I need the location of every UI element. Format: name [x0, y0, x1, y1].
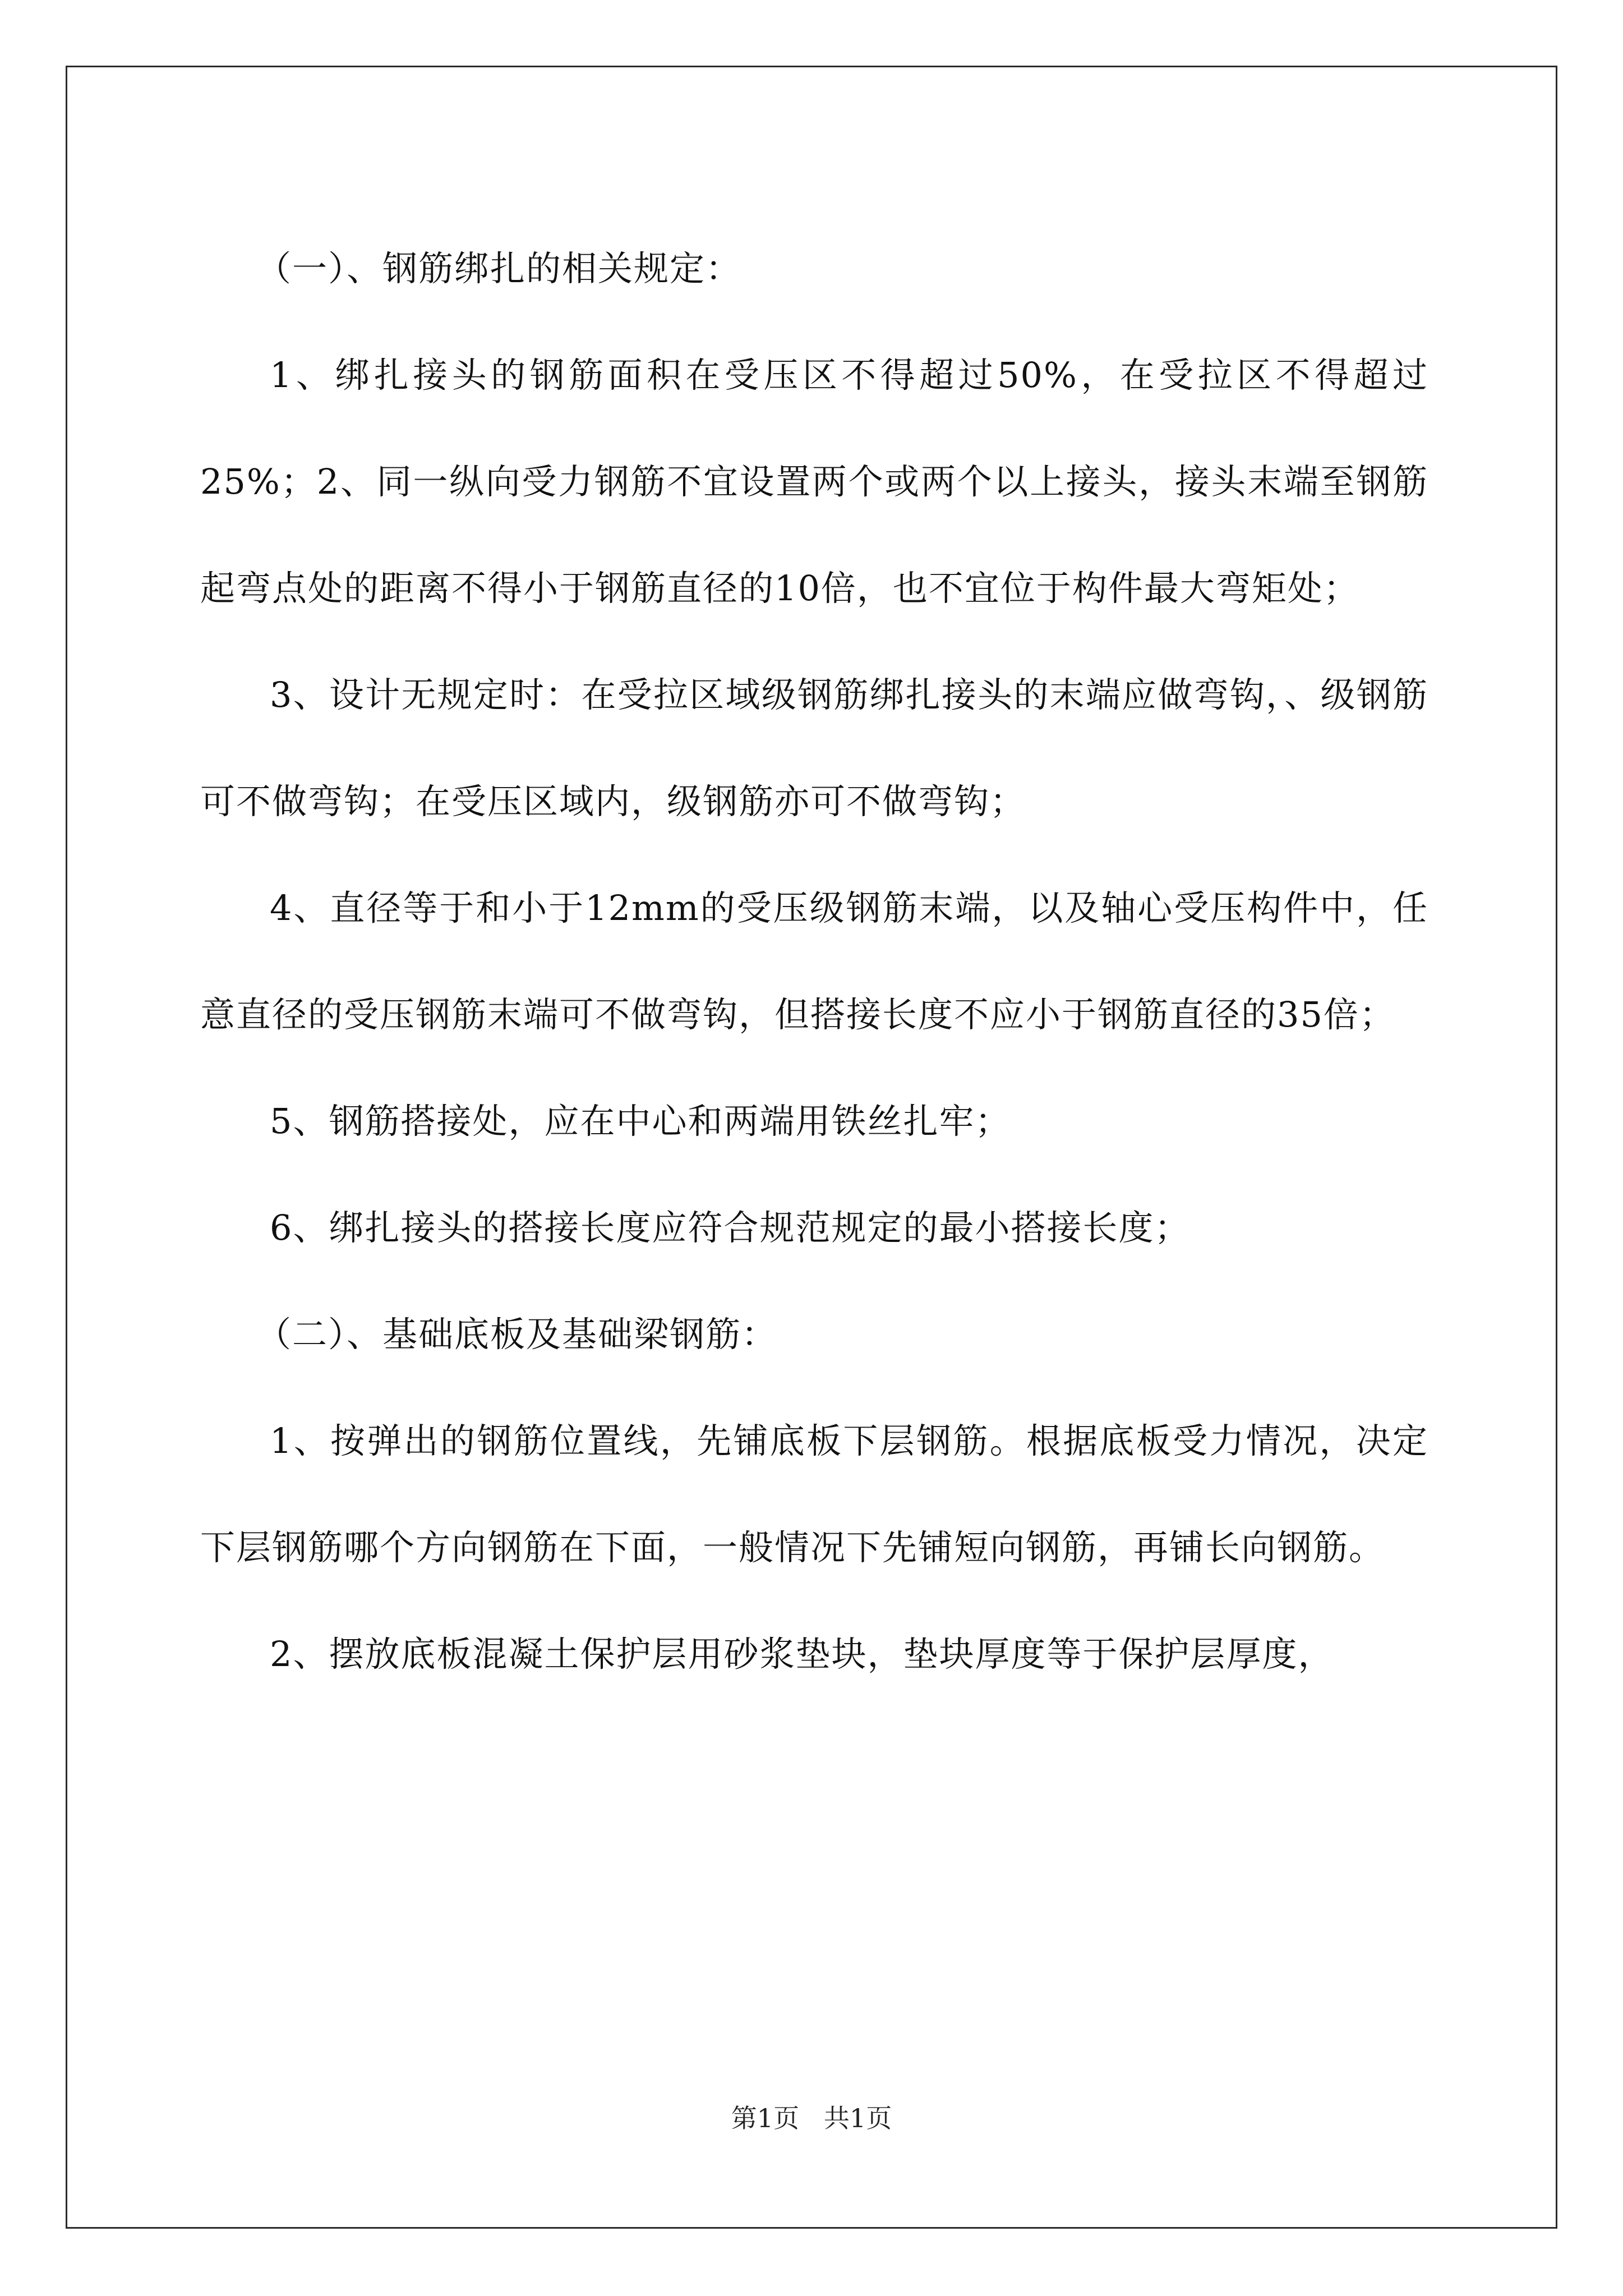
section-heading-2: （二）、基础底板及基础梁钢筋：	[256, 1314, 778, 1355]
paragraph-3: 3、设计无规定时：在受拉区域级钢筋绑扎接头的末端应做弯钩，、级钢筋可不做弯钩；在受压区域内，级钢筋亦可不做弯钩；	[200, 674, 1428, 822]
section-heading-1: （一）、钢筋绑扎的相关规定：	[256, 248, 742, 289]
document-body	[200, 215, 1428, 1708]
paragraph-8: 2、摆放底板混凝土保护层用砂浆垫块，垫块厚度等于保护层厚度，	[270, 1634, 1334, 1674]
paragraph-5: 5、钢筋搭接处，应在中心和两端用铁丝扎牢；	[270, 1101, 1011, 1142]
paragraph-4: 4、直径等于和小于12mm的受压级钢筋末端，以及轴心受压构件中，任意直径的受压钢筋末端可不做弯钩，但搭接长度不应小于钢筋直径的35倍；	[200, 887, 1428, 1035]
page-number-footer: 第1页 共1页	[731, 2103, 892, 2133]
paragraph-6: 6、绑扎接头的搭接长度应符合规范规定的最小搭接长度；	[270, 1207, 1191, 1248]
paragraph-1: 1、绑扎接头的钢筋面积在受压区不得超过50%，在受拉区不得超过25%；2、同一纵向受力钢筋不宜设置两个或两个以上接头，接头末端至钢筋起弯点处的距离不得小于钢筋直径的10倍，也不宜位于构件最大弯矩处；	[200, 355, 1428, 609]
paragraph-7: 1、按弹出的钢筋位置线，先铺底板下层钢筋。根据底板受力情况，决定下层钢筋哪个方向钢筋在下面，一般情况下先铺短向钢筋，再铺长向钢筋。	[200, 1420, 1428, 1568]
